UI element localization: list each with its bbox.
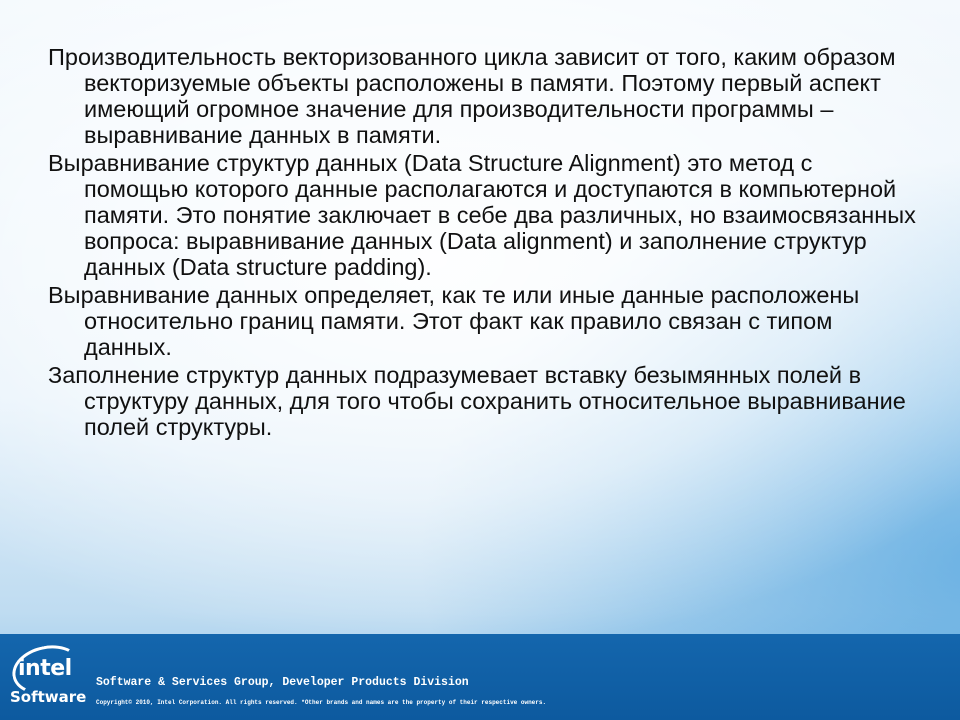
paragraph-padding: Заполнение структур данных подразумевает вставку безымянных полей в структуру данных, для того чтобы сохранить относительное выравнивание полей структуры. — [48, 362, 906, 440]
slide-body — [48, 44, 918, 442]
paragraph-structure-alignment: Выравнивание структур данных (Data Structure Alignment) это метод с помощью которого данные располагаются и доступаются в компьютерной памяти. Это понятие заключает в себе два различных, но взаимосвязанных вопроса: выравнивание данных (Data alignment) и заполнение структур данных (Data structure padding). — [48, 150, 916, 280]
division-label: Software & Services Group, Developer Products Division — [96, 676, 469, 689]
intel-software-logo — [10, 644, 87, 710]
logo-intel-text: intel — [18, 656, 72, 681]
copyright-notice: Copyright© 2010, Intel Corporation. All rights reserved. *Other brands and names are the property of their respective owners. — [96, 699, 547, 706]
paragraph-data-alignment: Выравнивание данных определяет, как те или иные данные расположены относительно границ памяти. Этот факт как правило связан с типом данных. — [48, 282, 860, 360]
footer-bar — [0, 634, 960, 720]
paragraph-performance: Производительность векторизованного цикла зависит от того, каким образом векторизуемые объекты расположены в памяти. Поэтому первый аспект имеющий огромное значение для производительности программы – выравнивание данных в памяти. — [48, 44, 896, 148]
logo-software-text: Software — [10, 688, 87, 706]
